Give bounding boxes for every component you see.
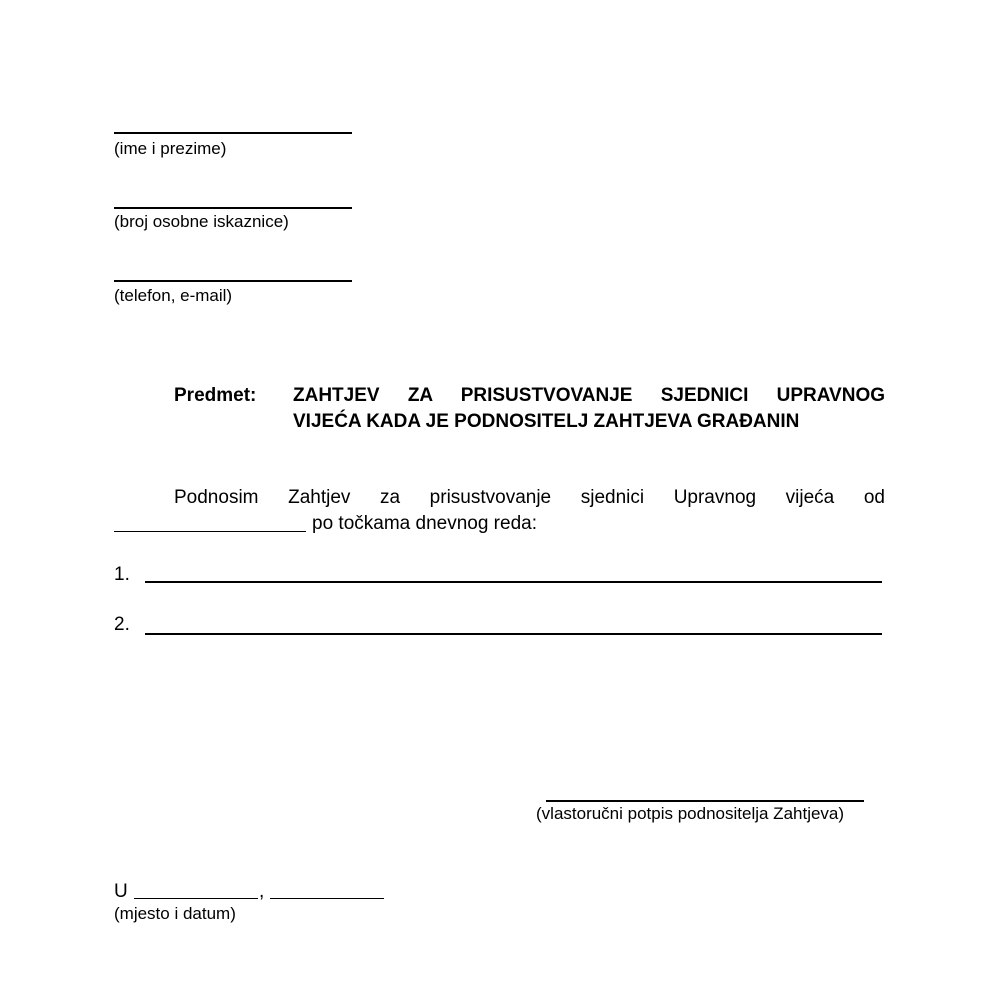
agenda-item-2-line[interactable] <box>145 633 882 635</box>
place-field-line[interactable] <box>134 898 258 899</box>
place-date-separator: , <box>259 881 265 902</box>
place-date-label: (mjesto i datum) <box>114 904 236 923</box>
id-number-field-line[interactable] <box>114 207 352 209</box>
signature-label: (vlastoručni potpis podnositelja Zahtjeva) <box>536 804 845 823</box>
agenda-item-number: 2. <box>114 614 130 635</box>
session-date-field-line[interactable] <box>114 531 306 532</box>
subject-title-line-2: VIJEĆA KADA JE PODNOSITELJ ZAHTJEVA GRAĐANIN <box>293 411 800 432</box>
contact-field-label: (telefon, e-mail) <box>114 286 233 305</box>
signature-field-line[interactable] <box>546 800 864 802</box>
date-field-line[interactable] <box>270 898 384 899</box>
place-prefix: U <box>114 881 128 902</box>
request-text-line-1: Podnosim Zahtjev za prisustvovanje sjednici Upravnog vijeća od <box>174 487 885 508</box>
contact-field-line[interactable] <box>114 280 352 282</box>
id-number-field-label: (broj osobne iskaznice) <box>114 212 289 231</box>
agenda-item-number: 1. <box>114 564 130 585</box>
agenda-item-1-line[interactable] <box>145 581 882 583</box>
subject-label: Predmet: <box>174 385 257 406</box>
name-field-line[interactable] <box>114 132 352 134</box>
subject-title-line-1: ZAHTJEV ZA PRISUSTVOVANJE SJEDNICI UPRAVNOG <box>293 385 885 406</box>
request-text-line-2: po točkama dnevnog reda: <box>312 513 537 534</box>
name-field-label: (ime i prezime) <box>114 139 227 158</box>
